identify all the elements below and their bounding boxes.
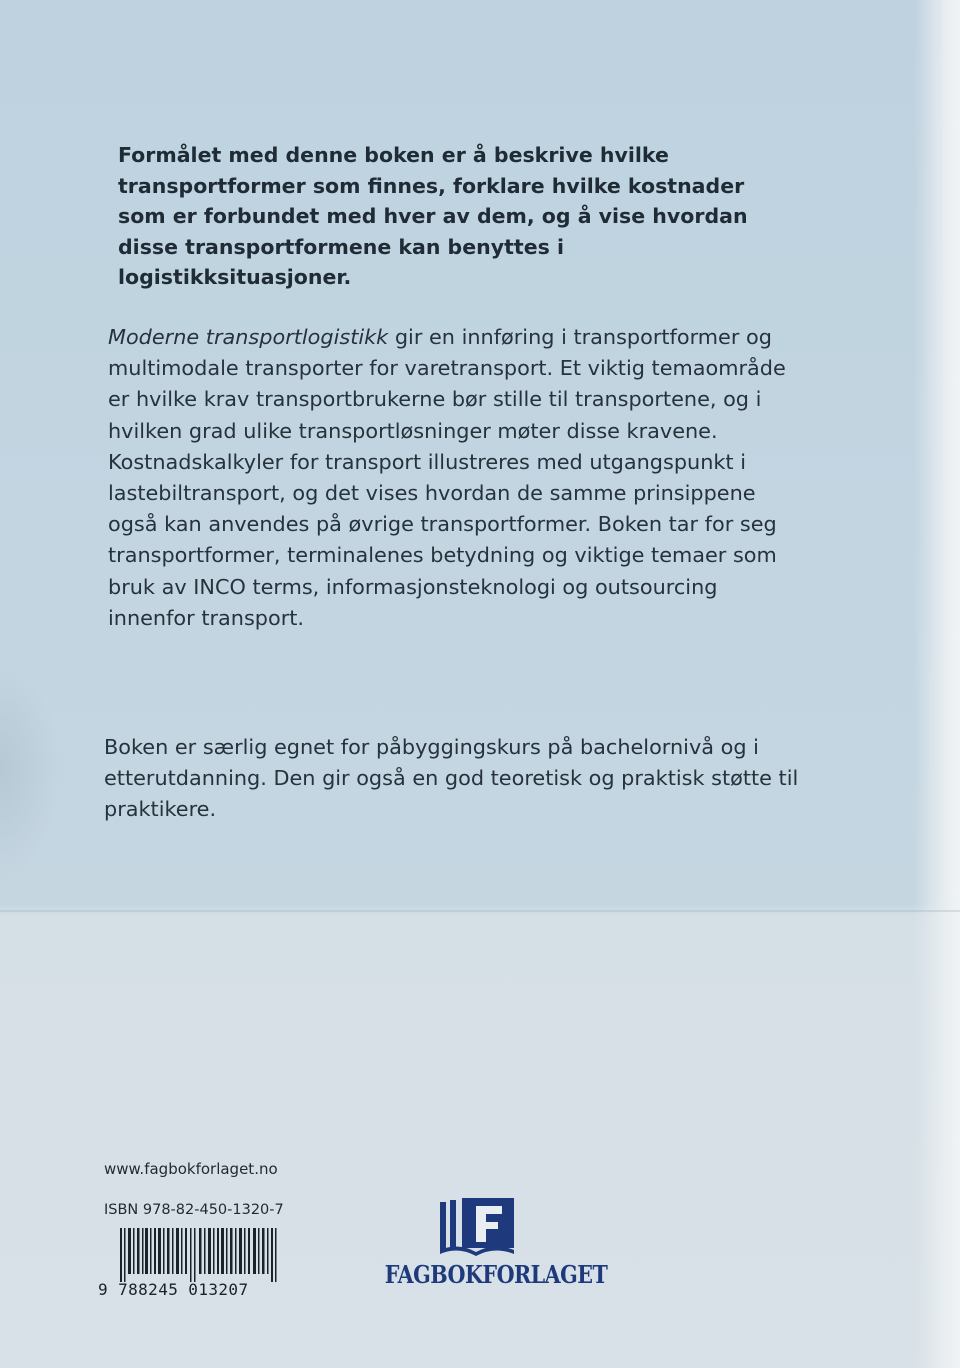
barcode-bars [102, 1228, 294, 1282]
barcode-digits: 9 788245 013207 [98, 1280, 249, 1299]
audience-paragraph: Boken er særlig egnet for påbyggingskurs på bachelornivå og i etterutdanning. Den gir også en god teoretisk og praktisk støtte til praktikere. [104, 735, 799, 822]
intro-paragraph: Formålet med denne boken er å beskrive hvilke transportformer som finnes, forklare hvilke kostnader som er forbundet med hver av dem, og å vise hvordan disse transportformene kan benyttes i logistikksituasjoner. [118, 143, 748, 289]
isbn-label: ISBN 978-82-450-1320-7 [104, 1202, 284, 1218]
cover-band-divider [0, 910, 960, 912]
publisher-name: FAGBOKFORLAGET [384, 1260, 608, 1289]
description-paragraph [108, 322, 808, 634]
description-text: gir en innføring i transportformer og multimodale transporter for varetransport. Et viktig temaområde er hvilke krav transportbrukerne bør stille til transportene, og i hvilken grad ulike transportløsninger møter disse kravene. Kostnadskalkyler for transport illustreres med utgangspunkt i lastebiltransport, og det vises hvordan de samme prinsippene også kan anvendes på øvrige transportformer. Boken tar for seg transportformer, terminalenes betydning og viktige temaer som bruk av INCO terms, informasjonsteknologi og outsourcing innenfor transport. [108, 325, 786, 630]
book-title-italic: Moderne transportlogistikk [108, 325, 389, 349]
cover-spine-edge [914, 0, 960, 1368]
publisher-website: www.fagbokforlaget.no [104, 1160, 278, 1178]
cover-crease-shadow [0, 660, 60, 880]
book-f-logo-icon [438, 1196, 516, 1256]
publisher-logo [370, 1196, 608, 1306]
